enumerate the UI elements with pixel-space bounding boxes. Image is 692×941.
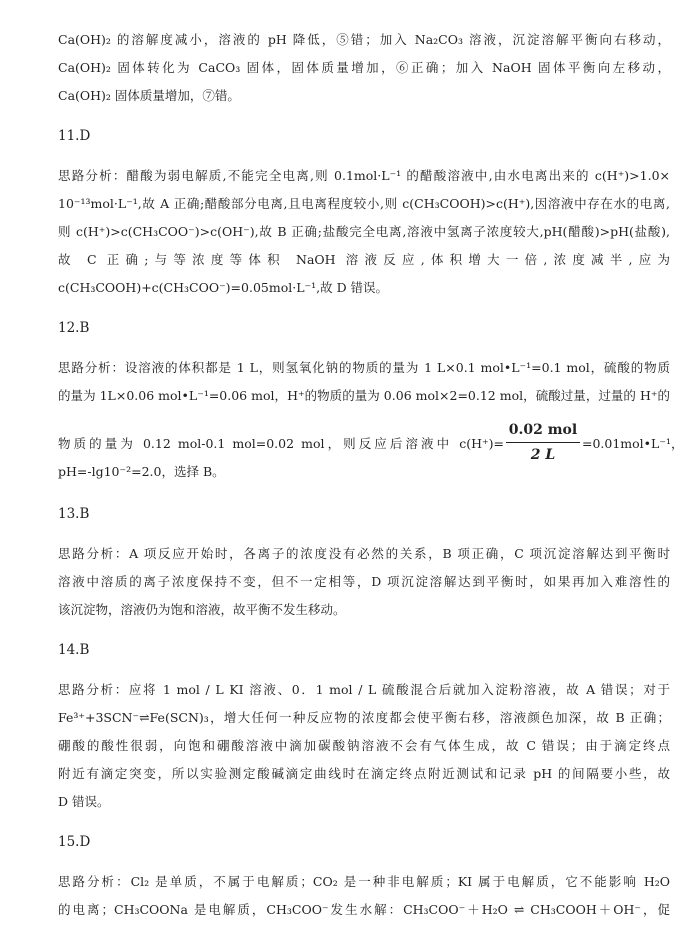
question-heading: 14.B	[58, 642, 90, 658]
text-line: 思路分析：应将 1 mol / L KI 溶液、0．1 mol / L 硫酸混合后就加入淀粉溶液，故 A 错误；对于	[58, 682, 670, 697]
text-line: pH=-lg10⁻²=2.0，选择 B。	[58, 464, 225, 479]
question-heading: 15.D	[58, 834, 91, 850]
fraction-numerator: 0.02 mol	[508, 422, 578, 438]
text-line: c(CH₃COOH)+c(CH₃COO⁻)=0.05mol·L⁻¹,故 D 错误。	[58, 280, 389, 295]
text-line: Ca(OH)₂ 固体质量增加，⑦错。	[58, 88, 240, 103]
text-line: 的量为 1L×0.06 mol•L⁻¹=0.06 mol，H⁺的物质的量为 0.06 mol×2=0.12 mol，硫酸过量，过量的 H⁺的	[58, 388, 670, 403]
fraction-bar	[506, 442, 580, 443]
text-line: 附近有滴定突变，所以实验测定酸碱滴定曲线时在滴定终点附近测试和记录 pH 的间隔要小些，故	[58, 766, 670, 781]
text-line: 溶液中溶质的离子浓度保持不变，但不一定相等，D 项沉淀溶解达到平衡时，如果再加入难溶性的	[58, 574, 670, 589]
question-heading: 13.B	[58, 506, 90, 522]
text-line: 故 C 正确;与等浓度等体积 NaOH 溶液反应,体积增大一倍,浓度减半,应为	[58, 252, 670, 267]
text-line: 的电离；CH₃COONa 是电解质，CH₃COO⁻发生水解：CH₃COO⁻＋H₂O ⇌ CH₃COOH＋OH⁻，促	[58, 902, 670, 917]
text-line: 硼酸的酸性很弱，向饱和硼酸溶液中滴加碳酸钠溶液不会有气体生成，故 C 错误；由于滴定终点	[58, 738, 670, 753]
text-line: 思路分析：A 项反应开始时，各离子的浓度没有必然的关系，B 项正确，C 项沉淀溶解达到平衡时	[58, 546, 670, 561]
text-line: 思路分析：醋酸为弱电解质,不能完全电离,则 0.1mol·L⁻¹ 的醋酸溶液中,由水电离出来的 c(H⁺)>1.0×	[58, 168, 670, 183]
fraction-formula	[506, 420, 580, 468]
text-line: 该沉淀物，溶液仍为饱和溶液，故平衡不发生移动。	[58, 602, 346, 617]
text-line: 物质的量为 0.12 mol-0.1 mol=0.02 mol，则反应后溶液中 c(H⁺)=	[58, 436, 504, 451]
text-line: 思路分析：Cl₂ 是单质，不属于电解质；CO₂ 是一种非电解质；KI 属于电解质，它不能影响 H₂O	[58, 874, 670, 889]
text-line: Ca(OH)₂ 的溶解度减小，溶液的 pH 降低，⑤错；加入 Na₂CO₃ 溶液，沉淀溶解平衡向右移动，	[58, 32, 670, 47]
text-line: 思路分析：设溶液的体积都是 1 L，则氢氧化钠的物质的量为 1 L×0.1 mol•L⁻¹=0.1 mol，硫酸的物质	[58, 360, 670, 375]
fraction-denominator: 2 L	[530, 447, 556, 463]
text-line: Ca(OH)₂ 固体转化为 CaCO₃ 固体，固体质量增加，⑥正确；加入 NaOH 固体平衡向左移动，	[58, 60, 670, 75]
text-line: =0.01mol•L⁻¹，	[582, 436, 684, 451]
question-heading: 12.B	[58, 320, 90, 336]
text-line: D 错误。	[58, 794, 110, 809]
text-line: 10⁻¹³mol·L⁻¹,故 A 正确;醋酸部分电离,且电离程度较小,则 c(CH₃COOH)>c(H⁺),因溶液中存在水的电离,	[58, 196, 670, 211]
text-line: 则 c(H⁺)>c(CH₃COO⁻)>c(OH⁻),故 B 正确;盐酸完全电离,溶液中氢离子浓度较大,pH(醋酸)>pH(盐酸),	[58, 224, 670, 239]
text-line: Fe³⁺+3SCN⁻⇌Fe(SCN)₃，增大任何一种反应物的浓度都会使平衡右移，溶液颜色加深，故 B 正确；	[58, 710, 670, 725]
question-heading: 11.D	[58, 128, 91, 144]
